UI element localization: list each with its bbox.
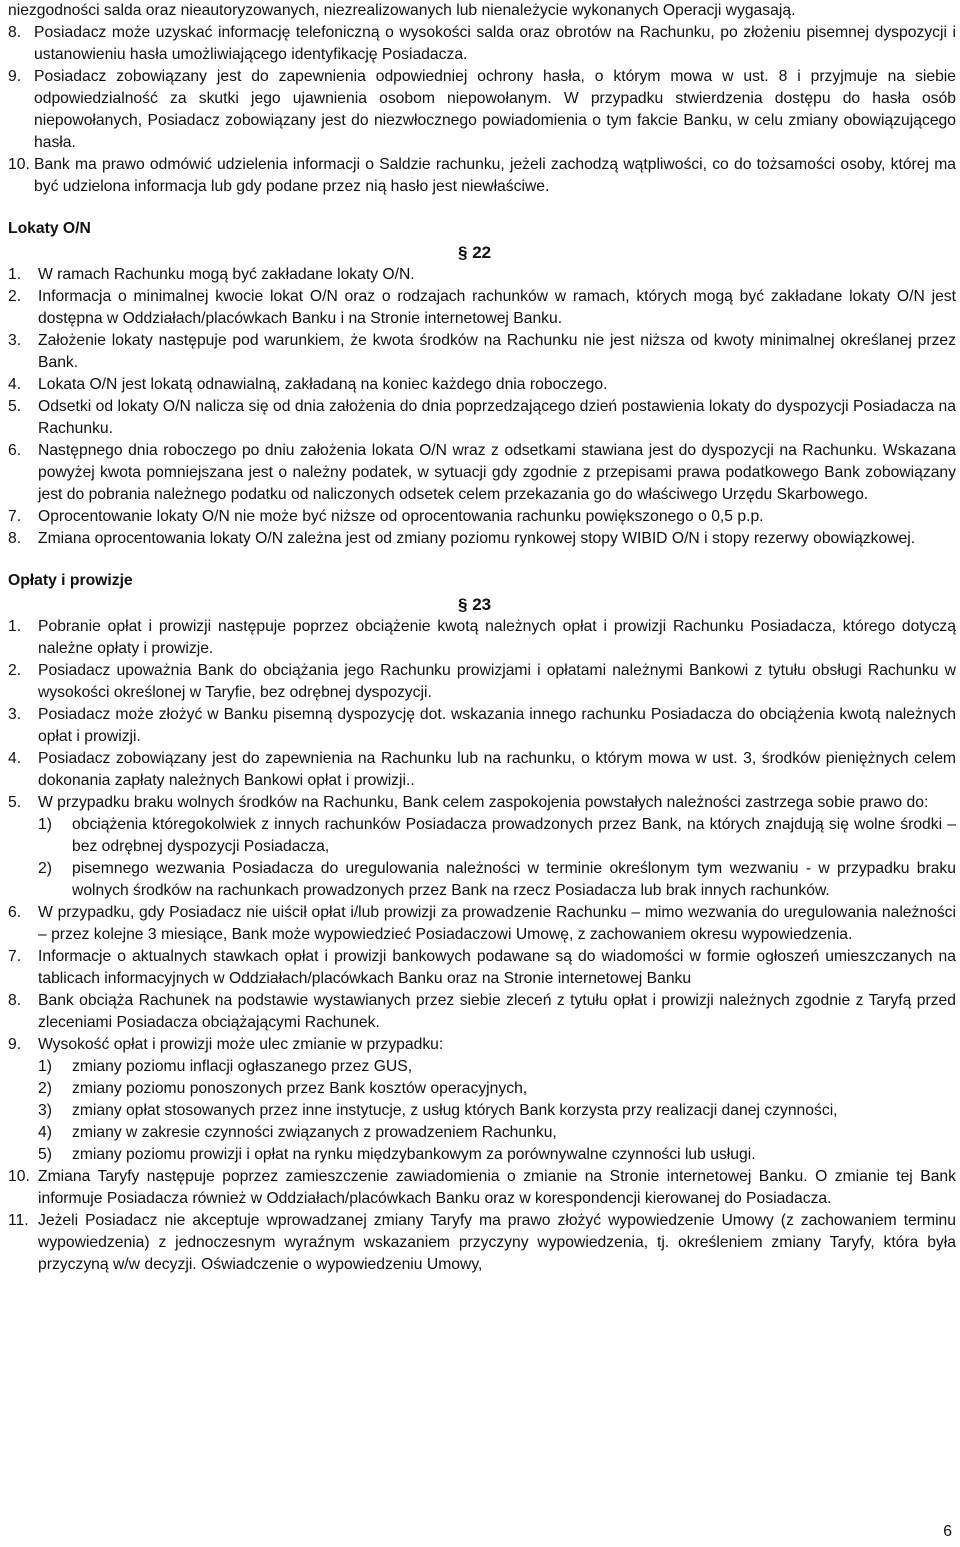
item-number: 10.	[8, 1168, 30, 1185]
sub-item-text: zmiany poziomu ponoszonych przez Bank kosztów operacyjnych,	[72, 1080, 528, 1097]
item-text: W przypadku, gdy Posiadacz nie uiścił opłat i/lub prowizji za prowadzenie Rachunku – mimo wezwania do uregulowania należności – przez kolejne 3 miesiące, Bank może wypowiedzieć Posiadaczowi Umowę, z zachowaniem okresu wypowiedzenia.	[38, 904, 956, 943]
lokaty-items-list	[8, 264, 956, 550]
list-item	[8, 1166, 956, 1210]
paragraph-number: 23	[472, 595, 492, 614]
item-number: 8.	[8, 530, 22, 547]
item-number: 7.	[8, 508, 22, 525]
item-text: Zmiana oprocentowania lokaty O/N zależna jest od zmiany poziomu rynkowej stopy WIBID O/N i stopy rezerwy obowiązkowej.	[38, 530, 916, 547]
list-item	[8, 286, 956, 330]
list-item	[8, 1034, 956, 1166]
item-text: Jeżeli Posiadacz nie akceptuje wprowadzanej zmiany Taryfy ma prawo złożyć wypowiedzenie Umowy (z zachowaniem terminu wypowiedzenia) z jednoczesnym wyraźnym wskazaniem przyczyny wypowiedzenia, tj. określeniem zmiany Taryfy, która była przyczyną w/w decyzji. Oświadczenie o wypowiedzeniu Umowy,	[38, 1212, 956, 1273]
item-number: 8.	[8, 992, 22, 1009]
item-number: 2.	[8, 662, 22, 679]
item-number: 2.	[8, 288, 22, 305]
sub-item-text: zmiany poziomu prowizji i opłat na rynku międzybankowym za porównywalne czynności lub usługi.	[72, 1146, 756, 1163]
item-number: 9.	[8, 1036, 22, 1053]
sub-list-item	[38, 814, 956, 858]
item-text: W ramach Rachunku mogą być zakładane lokaty O/N.	[38, 266, 415, 283]
sub-item-number: 3)	[38, 1102, 52, 1119]
list-item	[8, 264, 956, 286]
sub-list-item	[38, 858, 956, 902]
list-item	[8, 528, 956, 550]
paragraph-sign-23: § 23	[458, 595, 492, 614]
sub-list-item	[38, 1144, 956, 1166]
list-item	[8, 506, 956, 528]
item-number: 4.	[8, 750, 22, 767]
item-text: Posiadacz zobowiązany jest do zapewnienia na Rachunku lub na rachunku, o którym mowa w ust. 3, środków pieniężnych celem dokonania zapłaty należnych Bankowi opłat i prowizji..	[38, 750, 956, 789]
item-text: Odsetki od lokaty O/N nalicza się od dnia założenia do dnia poprzedzającego dzień postawienia lokaty do dyspozycji Posiadacza na Rachunku.	[38, 398, 956, 437]
item-text: Lokata O/N jest lokatą odnawialną, zakładaną na koniec każdego dnia roboczego.	[38, 376, 608, 393]
item-number: 7.	[8, 948, 22, 965]
sub-list	[38, 814, 956, 902]
item-text: Posiadacz upoważnia Bank do obciążania jego Rachunku prowizjami i opłatami należnymi Bankowi z tytułu obsługi Rachunku w wysokości określonej w Taryfie, bez odrębnej dyspozycji.	[38, 662, 956, 701]
item-body	[38, 792, 956, 902]
paragraph-sign-22: § 22	[458, 243, 492, 262]
item-number: 10.	[8, 156, 30, 173]
top-items-list	[8, 22, 956, 198]
item-text: Posiadacz może uzyskać informację telefoniczną o wysokości salda oraz obrotów na Rachunku, po złożeniu pisemnej dyspozycji i ustanowieniu hasła umożliwiającego identyfikację Posiadacza.	[34, 24, 956, 63]
list-item	[8, 440, 956, 506]
item-text: Bank obciąża Rachunek na podstawie wystawianych przez siebie zleceń z tytułu opłat i prowizji należnych zgodnie z Taryfą przed zleceniami Posiadacza obciążającymi Rachunek.	[38, 992, 956, 1031]
sub-item-text: pisemnego wezwania Posiadacza do uregulowania należności w terminie określonym tym wezwaniu - w przypadku braku wolnych środków na rachunkach prowadzonych przez Bank na rzecz Posiadacza lub brak innych rachunków.	[72, 860, 956, 899]
sub-item-text: zmiany poziomu inflacji ogłaszanego przez GUS,	[72, 1058, 413, 1075]
list-item	[8, 660, 956, 704]
list-item	[8, 792, 956, 902]
item-text: Posiadacz może złożyć w Banku pisemną dyspozycję dot. wskazania innego rachunku Posiadacza do obciążenia kwotą należnych opłat i prowizji.	[38, 706, 956, 745]
item-number: 3.	[8, 332, 22, 349]
list-item	[8, 22, 956, 66]
list-item	[8, 1210, 956, 1276]
document-content	[8, 0, 956, 1276]
item-number: 1.	[8, 266, 22, 283]
sub-item-text: zmiany opłat stosowanych przez inne instytucje, z usług których Bank korzysta przy realizacji danej czynności,	[72, 1102, 838, 1119]
item-text: Bank ma prawo odmówić udzielenia informacji o Saldzie rachunku, jeżeli zachodzą wątpliwości, co do tożsamości osoby, której ma być udzielona informacja lub gdy podane przez nią hasło jest niewłaściwe.	[34, 156, 956, 195]
list-item	[8, 66, 956, 154]
sub-item-text: zmiany w zakresie czynności związanych z prowadzeniem Rachunku,	[72, 1124, 557, 1141]
item-number: 6.	[8, 442, 22, 459]
item-text: Założenie lokaty następuje pod warunkiem, że kwota środków na Rachunku nie jest niższa od kwoty minimalnej określanej przez Bank.	[38, 332, 956, 371]
paragraph-number: 22	[472, 243, 492, 262]
sub-list-item	[38, 1078, 956, 1100]
list-item	[8, 154, 956, 198]
item-number: 5.	[8, 398, 22, 415]
section-heading-oplaty: Opłaty i prowizje	[8, 572, 133, 589]
oplaty-items-list	[8, 616, 956, 1276]
item-text: Zmiana Taryfy następuje poprzez zamieszczenie zawiadomienia o zmianie na Stronie internetowej Banku. O zmianie tej Bank informuje Posiadacza również w Oddziałach/placówkach Banku oraz w korespondencji kierowanej do Posiadacza.	[38, 1168, 956, 1207]
sub-list-item	[38, 1056, 956, 1078]
item-text: Informacja o minimalnej kwocie lokat O/N oraz o rodzajach rachunków w ramach, których mogą być zakładane lokaty O/N jest dostępna w Oddziałach/placówkach Banku i na Stronie internetowej Banku.	[38, 288, 956, 327]
item-number: 5.	[8, 794, 22, 811]
item-text: Posiadacz zobowiązany jest do zapewnienia odpowiedniej ochrony hasła, o którym mowa w ust. 8 i przyjmuje na siebie odpowiedzialność za skutki jego ujawnienia osobom niepowołanym. W przypadku stwierdzenia dostępu do hasła osób niepowołanych, Posiadacz zobowiązany jest do niezwłocznego powiadomienia o tym fakcie Banku, w celu zmiany obowiązującego hasła.	[34, 68, 956, 151]
item-number: 1.	[8, 618, 22, 635]
sub-item-number: 2)	[38, 1080, 52, 1097]
sub-item-number: 4)	[38, 1124, 52, 1141]
section-heading-lokaty: Lokaty O/N	[8, 220, 91, 237]
item-body	[38, 1034, 956, 1166]
list-item	[8, 704, 956, 748]
sub-item-number: 1)	[38, 816, 52, 833]
sub-list	[38, 1056, 956, 1166]
list-item	[8, 902, 956, 946]
sub-item-text: obciążenia któregokolwiek z innych rachunków Posiadacza prowadzonych przez Bank, na których znajdują się wolne środki – bez odrębnej dyspozycji Posiadacza,	[72, 816, 956, 855]
item-text: Następnego dnia roboczego po dniu założenia lokata O/N wraz z odsetkami stawiana jest do dyspozycji na Rachunku. Wskazana powyżej kwota pomniejszana jest o należny podatek, w sytuacji gdy zgodnie z przepisami prawa podatkowego Bank zobowiązany jest do pobrania należnego podatku od naliczonych odsetek celem przekazania go do właściwego Urzędu Skarbowego.	[38, 442, 956, 503]
list-item	[8, 748, 956, 792]
item-number: 11.	[8, 1212, 29, 1229]
page-number: 6	[943, 1523, 952, 1540]
item-text: Informacje o aktualnych stawkach opłat i prowizji bankowych podawane są do wiadomości w formie ogłoszeń umieszczanych na tablicach informacyjnych w Oddziałach/placówkach Banku oraz na Stronie internetowej Banku	[38, 948, 956, 987]
list-item	[8, 946, 956, 990]
continuation-paragraph: niezgodności salda oraz nieautoryzowanych, niezrealizowanych lub nienależycie wykonanych Operacji wygasają.	[8, 2, 796, 19]
list-item	[8, 374, 956, 396]
list-item	[8, 396, 956, 440]
sub-list-item	[38, 1100, 956, 1122]
item-text: W przypadku braku wolnych środków na Rachunku, Bank celem zaspokojenia powstałych należności zastrzega sobie prawo do:	[38, 794, 929, 811]
item-text: Oprocentowanie lokaty O/N nie może być niższe od oprocentowania rachunku powiększonego o 0,5 p.p.	[38, 508, 764, 525]
item-text: Wysokość opłat i prowizji może ulec zmianie w przypadku:	[38, 1036, 444, 1053]
item-number: 9.	[8, 68, 22, 85]
item-number: 4.	[8, 376, 22, 393]
item-number: 8.	[8, 24, 22, 41]
list-item	[8, 330, 956, 374]
item-number: 3.	[8, 706, 22, 723]
sub-item-number: 5)	[38, 1146, 52, 1163]
sub-item-number: 1)	[38, 1058, 52, 1075]
sub-list-item	[38, 1122, 956, 1144]
item-number: 6.	[8, 904, 22, 921]
list-item	[8, 616, 956, 660]
list-item	[8, 990, 956, 1034]
item-text: Pobranie opłat i prowizji następuje poprzez obciążenie kwotą należnych opłat i prowizji Rachunku Posiadacza, którego dotyczą należne opłaty i prowizje.	[38, 618, 956, 657]
sub-item-number: 2)	[38, 860, 52, 877]
